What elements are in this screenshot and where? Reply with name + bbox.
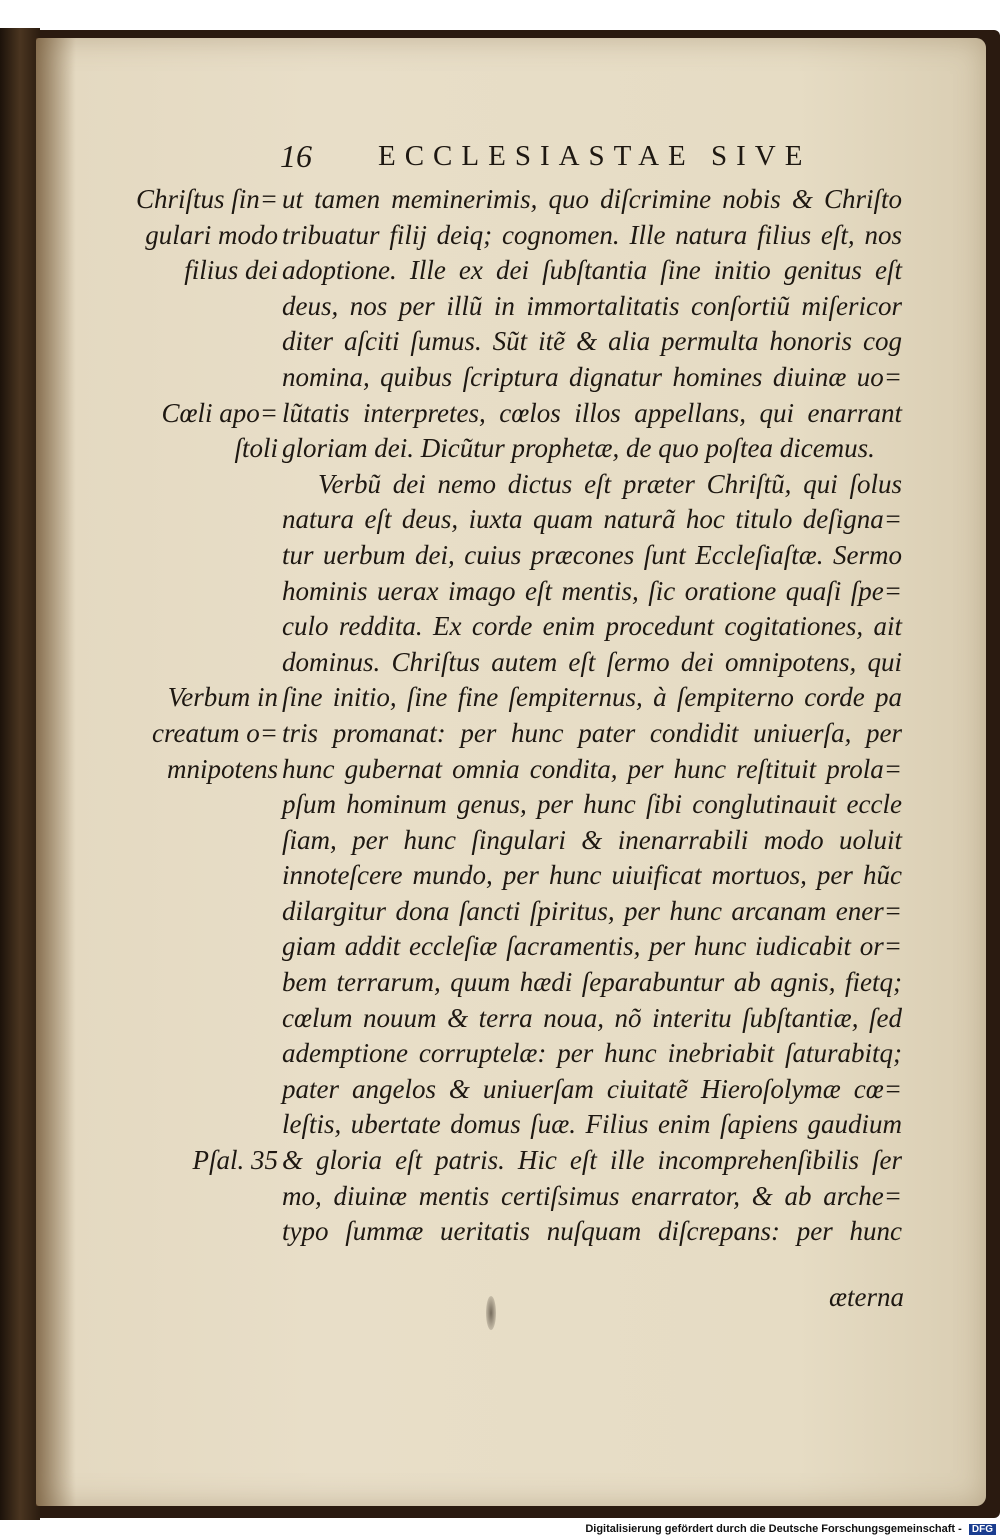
text-line: cœlum nouum & terra noua, nõ interitu ſubſtantiæ, ſed [282, 1002, 902, 1033]
margin-note-line: Cœli apo= [161, 397, 278, 428]
margin-note-line: gulari modo [145, 219, 278, 250]
text-line: typo ſummæ ueritatis nuſquam diſcrepans: per hunc [282, 1216, 902, 1247]
footer-text: Digitalisierung gefördert durch die Deutsche Forschungsgemeinschaft - [585, 1523, 962, 1535]
book-spine [0, 28, 40, 1520]
running-head [280, 138, 840, 178]
text-line: mo, diuinæ mentis certiſsimus enarrator, & ab arche= [282, 1180, 902, 1211]
text-line: tris promanat: per hunc pater condidit uniuerſa, per [282, 717, 902, 748]
margin-note [110, 182, 278, 289]
margin-note-line: ſtoli [234, 433, 278, 464]
text-line: adoptione. Ille ex dei ſubſtantia ſine initio genitus eſt [282, 255, 902, 286]
text-line: gloriam dei. Dicũtur prophetæ, de quo poſtea dicemus. [282, 433, 875, 464]
text-line: bem terrarum, quum hædi ſeparabuntur ab agnis, fietq; [282, 967, 902, 998]
text-line: natura eſt deus, iuxta quam naturã hoc titulo deſigna= [282, 504, 902, 535]
margin-note [110, 396, 278, 467]
margin-note-line: Chriſtus ſin= [135, 184, 278, 214]
body-text [282, 182, 902, 1250]
margin-note-line: creatum o= [152, 717, 278, 748]
text-line: lũtatis interpretes, cœlos illos appellans, qui enarrant [282, 397, 902, 428]
running-title: ECCLESIASTAE SIVE [378, 140, 812, 172]
margin-note-line: Pſal. 35 [192, 1145, 278, 1176]
text-line: hunc gubernat omnia condita, per hunc reſtituit prola= [282, 753, 902, 784]
text-line: tur uerbum dei, cuius præcones ſunt Eccleſiaſtæ. Sermo [282, 539, 902, 570]
text-line: culo reddita. Ex corde enim procedunt cogitationes, ait [282, 611, 902, 642]
text-line: & gloria eſt patris. Hic eſt ille incomprehenſibilis ſer [282, 1145, 902, 1176]
margin-note [110, 680, 278, 787]
text-line: deus, nos per illũ in immortalitatis conſortiũ miſericor [282, 290, 902, 321]
ink-blot [486, 1296, 496, 1330]
gutter-shadow [36, 38, 76, 1506]
digitization-footer [0, 1523, 996, 1535]
text-line: diter aſciti ſumus. Sũt itẽ & alia permulta honoris cog [282, 326, 902, 357]
page-number: 16 [280, 138, 312, 174]
text-line: ut tamen meminerimis, quo diſcrimine nobis & Chriſto [282, 184, 902, 214]
dfg-logo: DFG [969, 1524, 996, 1535]
margin-note-line: filius dei [184, 255, 278, 286]
text-line: innoteſcere mundo, per hunc uiuificat mortuos, per hũc [282, 860, 902, 891]
text-line: pater angelos & uniuerſam ciuitatẽ Hieroſolymæ cœ= [282, 1073, 902, 1104]
text-line: pſum hominum genus, per hunc ſibi conglutinauit eccle [282, 789, 902, 820]
text-line: nomina, quibus ſcriptura dignatur homines diuinæ uo= [282, 361, 902, 392]
margin-note-line: Verbum in [167, 682, 278, 713]
catchword: æterna [828, 1282, 904, 1312]
text-line: ſine initio, ſine fine ſempiternus, à ſempiterno corde pa [282, 682, 902, 713]
text-line: ſiam, per hunc ſingulari & inenarrabili modo uoluit [282, 824, 902, 855]
text-line: tribuatur filij deiq; cognomen. Ille natura filius eſt, nos [282, 219, 902, 250]
text-line: leſtis, ubertate domus ſuæ. Filius enim ſapiens gaudium [282, 1109, 902, 1140]
margin-note-line: mnipotens [167, 753, 278, 784]
margin-note [110, 1143, 278, 1179]
text-line: ademptione corruptelæ: per hunc inebriabit ſaturabitq; [282, 1038, 902, 1069]
text-line: giam addit eccleſiæ ſacramentis, per hunc iudicabit or= [282, 931, 902, 962]
text-line: Verbũ dei nemo dictus eſt præter Chriſtũ, qui ſolus [318, 468, 902, 499]
text-line: hominis uerax imago eſt mentis, ſic oratione quaſi ſpe= [282, 575, 902, 606]
text-line: dilargitur dona ſancti ſpiritus, per hunc arcanam ener= [282, 895, 902, 926]
text-line: dominus. Chriſtus autem eſt ſermo dei omnipotens, qui [282, 646, 902, 677]
